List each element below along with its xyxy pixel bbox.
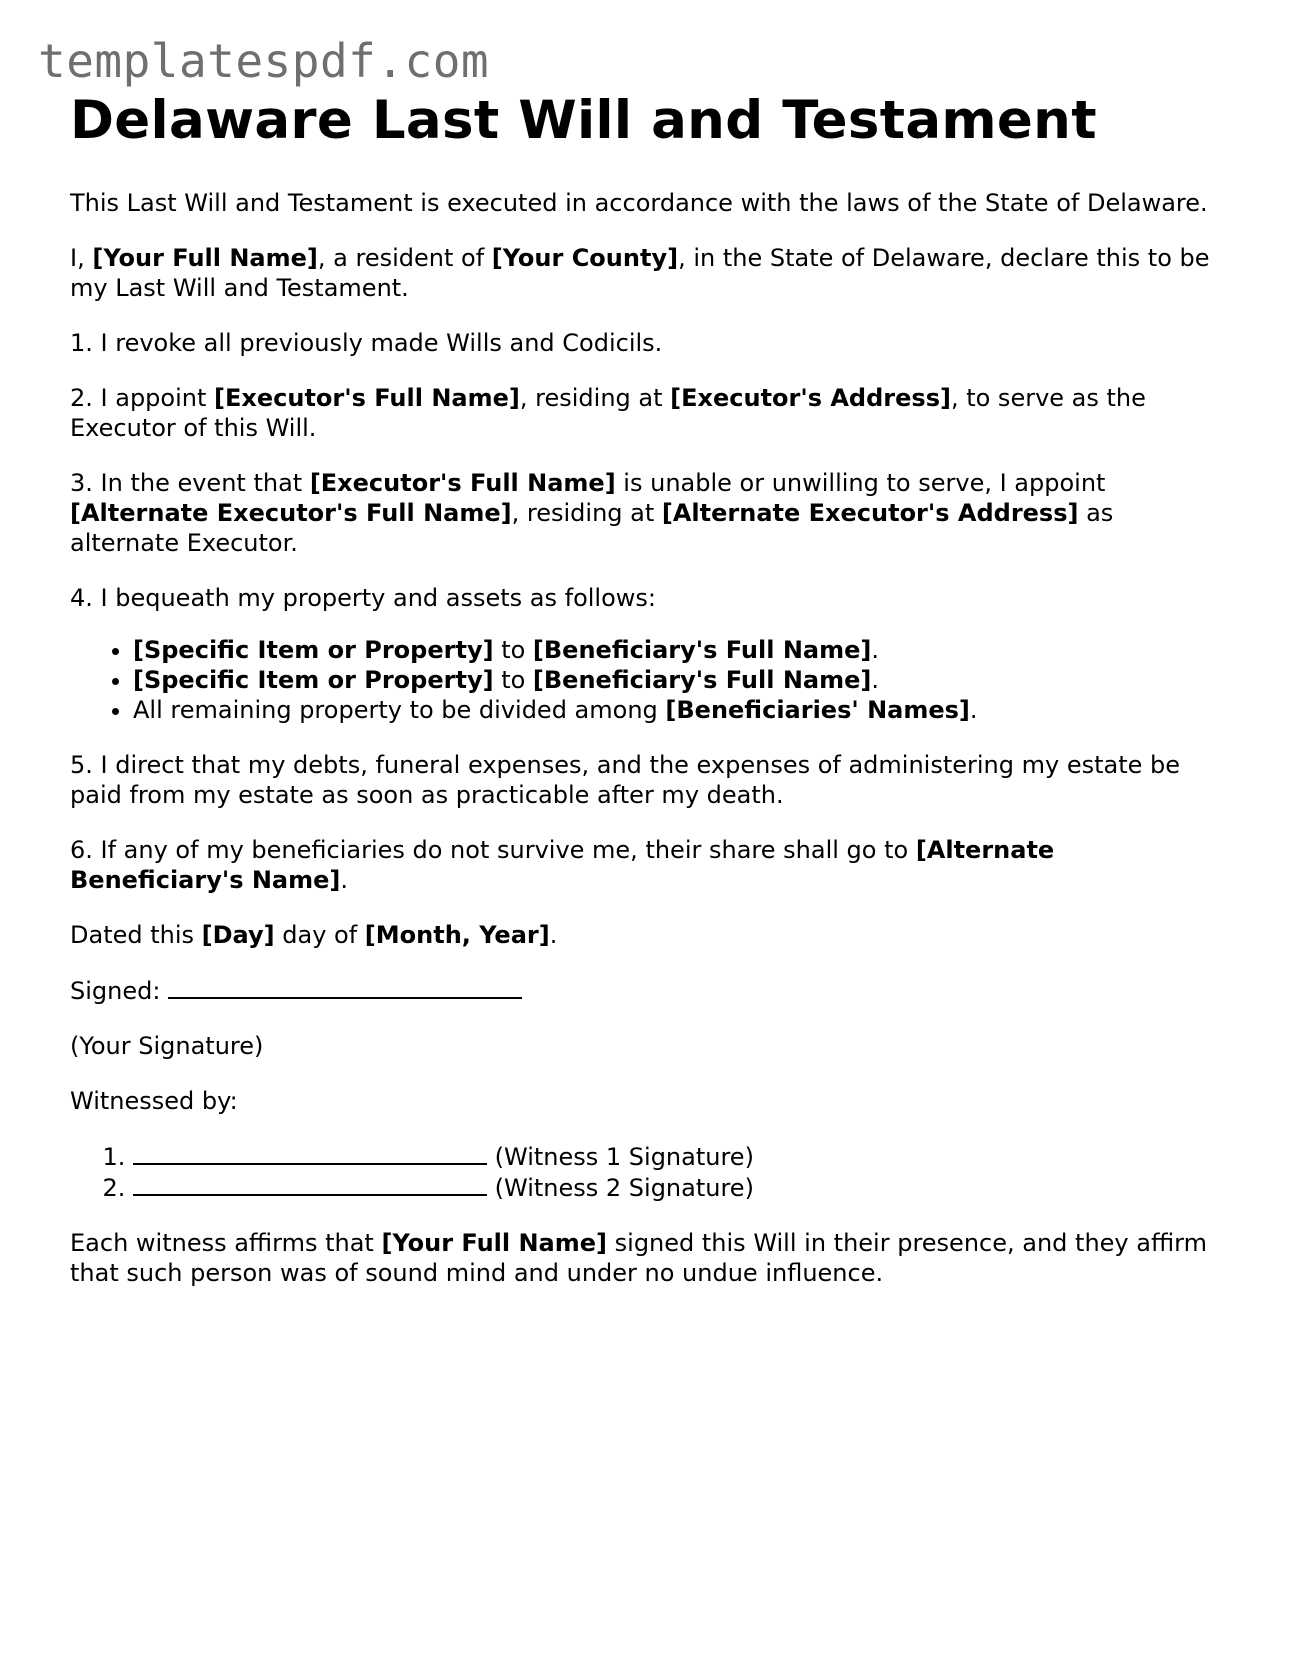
placeholder-executor-name: [Executor's Full Name] bbox=[309, 469, 616, 497]
bequest-list bbox=[70, 635, 1220, 725]
text: day of bbox=[274, 921, 365, 949]
declaration-paragraph bbox=[70, 243, 1220, 303]
witness-list bbox=[70, 1141, 1220, 1203]
placeholder-alternate-beneficiary: [Alternate Beneficiary's Name] bbox=[70, 836, 1055, 894]
list-item bbox=[133, 1172, 1220, 1203]
placeholder-testator-name: [Your Full Name] bbox=[92, 244, 318, 272]
text: All remaining property to be divided among bbox=[133, 696, 666, 724]
placeholder-day: [Day] bbox=[201, 921, 275, 949]
witness-1-signature-line[interactable] bbox=[133, 1141, 487, 1165]
placeholder-alternate-executor-address: [Alternate Executor's Address] bbox=[661, 499, 1079, 527]
witness-caption: (Witness 2 Signature) bbox=[487, 1174, 754, 1202]
placeholder-item: [Specific Item or Property] bbox=[133, 636, 494, 664]
text: Each witness affirms that bbox=[70, 1229, 382, 1257]
intro-paragraph: This Last Will and Testament is executed in accordance with the laws of the State of Delaware. bbox=[70, 189, 1208, 217]
page-title: Delaware Last Will and Testament bbox=[70, 90, 1097, 151]
text: 6. If any of my beneficiaries do not survive me, their share shall go to bbox=[70, 836, 916, 864]
text: , a resident of bbox=[317, 244, 492, 272]
dated-line bbox=[70, 920, 1220, 950]
list-item bbox=[133, 665, 1220, 695]
placeholder-alternate-executor-name: [Alternate Executor's Full Name] bbox=[70, 499, 512, 527]
signature-line[interactable] bbox=[168, 975, 522, 999]
placeholder-testator-name: [Your Full Name] bbox=[381, 1229, 608, 1257]
witness-caption: (Witness 1 Signature) bbox=[487, 1143, 754, 1171]
text: Dated this bbox=[70, 921, 202, 949]
text: . bbox=[871, 666, 879, 694]
placeholder-beneficiaries: [Beneficiaries' Names] bbox=[665, 696, 970, 724]
text: I, bbox=[70, 244, 93, 272]
affirmation-paragraph bbox=[70, 1228, 1220, 1288]
signed-line bbox=[70, 975, 1220, 1006]
text: is unable or unwilling to serve, I appoint bbox=[615, 469, 1106, 497]
text: signed this Will in their presence, and they affirm that such person was of sound mind and under no undue influence. bbox=[70, 1229, 1207, 1287]
clause-5: 5. I direct that my debts, funeral expenses, and the expenses of administering my estate be paid from my estate as soon as practicable after my death. bbox=[70, 751, 1181, 809]
signature-caption: (Your Signature) bbox=[70, 1032, 264, 1060]
placeholder-executor-name: [Executor's Full Name] bbox=[214, 384, 520, 412]
placeholder-beneficiary: [Beneficiary's Full Name] bbox=[532, 636, 872, 664]
text: to bbox=[493, 636, 533, 664]
placeholder-beneficiary: [Beneficiary's Full Name] bbox=[532, 666, 872, 694]
text: . bbox=[871, 636, 879, 664]
text: . bbox=[549, 921, 558, 949]
clause-1: 1. I revoke all previously made Wills and Codicils. bbox=[70, 329, 663, 357]
watermark: templatespdf.com bbox=[38, 34, 490, 88]
signed-label: Signed: bbox=[70, 977, 169, 1005]
clause-3 bbox=[70, 468, 1220, 558]
text: , in the State of Delaware, declare this to be my Last Will and Testament. bbox=[70, 244, 1210, 302]
text: . bbox=[969, 696, 978, 724]
document bbox=[70, 88, 1220, 1313]
clause-6 bbox=[70, 835, 1220, 895]
placeholder-month-year: [Month, Year] bbox=[364, 921, 550, 949]
text: as alternate Executor. bbox=[70, 499, 1114, 557]
list-item bbox=[133, 1141, 1220, 1172]
placeholder-item: [Specific Item or Property] bbox=[133, 666, 494, 694]
list-item bbox=[133, 695, 1220, 725]
text: to bbox=[493, 666, 533, 694]
text: . bbox=[340, 866, 349, 894]
placeholder-county: [Your County] bbox=[491, 244, 679, 272]
clause-2 bbox=[70, 383, 1220, 443]
placeholder-executor-address: [Executor's Address] bbox=[670, 384, 951, 412]
witness-2-signature-line[interactable] bbox=[133, 1172, 487, 1196]
text: , residing at bbox=[511, 499, 662, 527]
clause-4: 4. I bequeath my property and assets as follows: bbox=[70, 584, 656, 612]
list-item bbox=[133, 635, 1220, 665]
text: 3. In the event that bbox=[70, 469, 310, 497]
text: , residing at bbox=[519, 384, 671, 412]
text: 2. I appoint bbox=[70, 384, 215, 412]
text: , to serve as the Executor of this Will. bbox=[70, 384, 1146, 442]
witnessed-label: Witnessed by: bbox=[70, 1087, 238, 1115]
